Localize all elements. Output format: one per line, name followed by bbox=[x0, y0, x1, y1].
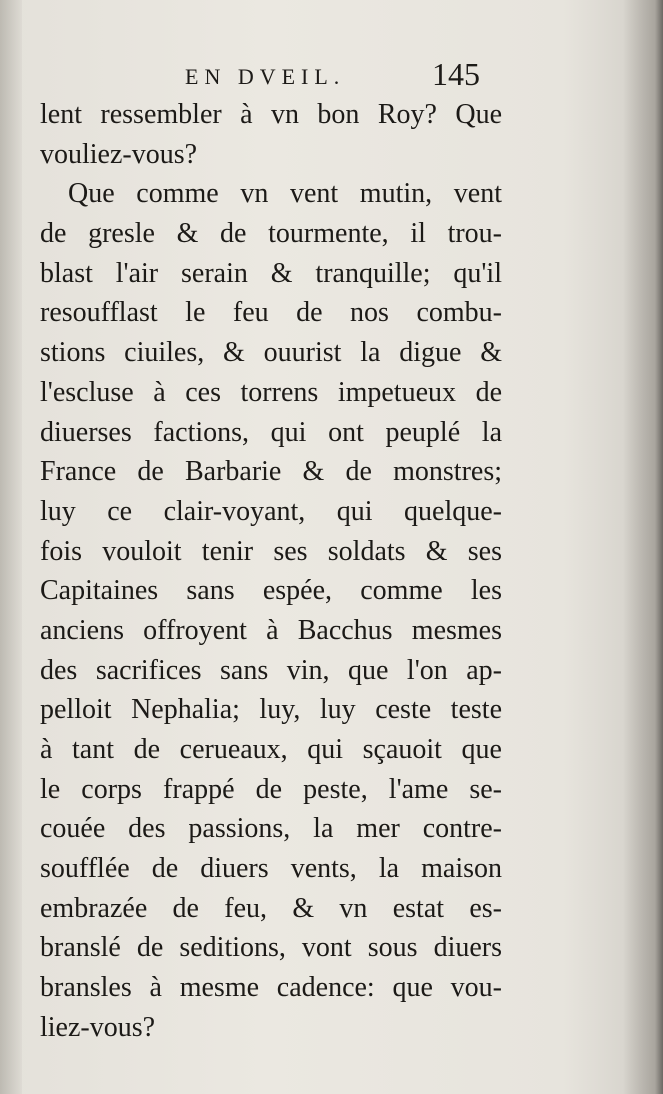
body-text bbox=[40, 95, 502, 1048]
text-line: branslé de seditions, vont sous diuers bbox=[40, 932, 502, 964]
text-line: à tant de cerueaux, qui sçauoit que bbox=[40, 734, 502, 765]
text-line: embrazée de feu, & vn estat es- bbox=[40, 892, 502, 924]
text-line: diuerses factions, qui ont peuplé la bbox=[40, 416, 502, 448]
text-line: l'escluse à ces torrens impetueux de bbox=[40, 376, 502, 408]
text-line: vouliez-vous? bbox=[40, 138, 198, 170]
text-line: de gresle & de tourmente, il trou- bbox=[40, 218, 502, 250]
text-line: des sacrifices sans vin, que l'on ap- bbox=[40, 654, 502, 686]
page-number: 145 bbox=[432, 56, 480, 92]
text-line: liez-vous? bbox=[40, 1011, 156, 1043]
text-line: pelloit Nephalia; luy, luy ceste teste bbox=[40, 694, 502, 726]
text-line: blast l'air serain & tranquille; qu'il bbox=[40, 257, 502, 289]
text-line: bransles à mesme cadence: que vou- bbox=[40, 972, 502, 1004]
page-edge-shadow bbox=[623, 0, 663, 1094]
text-line: couée des passions, la mer contre- bbox=[40, 813, 502, 845]
page-gutter bbox=[0, 0, 22, 1094]
text-line: Que comme vn vent mutin, vent bbox=[68, 178, 502, 210]
text-line: Capitaines sans espée, comme les bbox=[40, 575, 502, 607]
text-line: le corps frappé de peste, l'ame se- bbox=[40, 773, 502, 805]
text-line: luy ce clair-voyant, qui quelque- bbox=[40, 495, 502, 527]
running-head: EN DVEIL. bbox=[185, 64, 346, 89]
text-line: soufflée de diuers vents, la maison bbox=[40, 853, 502, 885]
text-line: stions ciuiles, & ouurist la digue & bbox=[40, 337, 502, 369]
text-line: lent ressembler à vn bon Roy? Que bbox=[40, 99, 502, 130]
text-line: anciens offroyent à Bacchus mesmes bbox=[40, 614, 502, 646]
text-line: France de Barbarie & de monstres; bbox=[40, 456, 502, 488]
text-line: resoufflast le feu de nos combu- bbox=[40, 297, 502, 329]
text-line: fois vouloit tenir ses soldats & ses bbox=[40, 535, 502, 567]
page-header bbox=[40, 58, 640, 98]
